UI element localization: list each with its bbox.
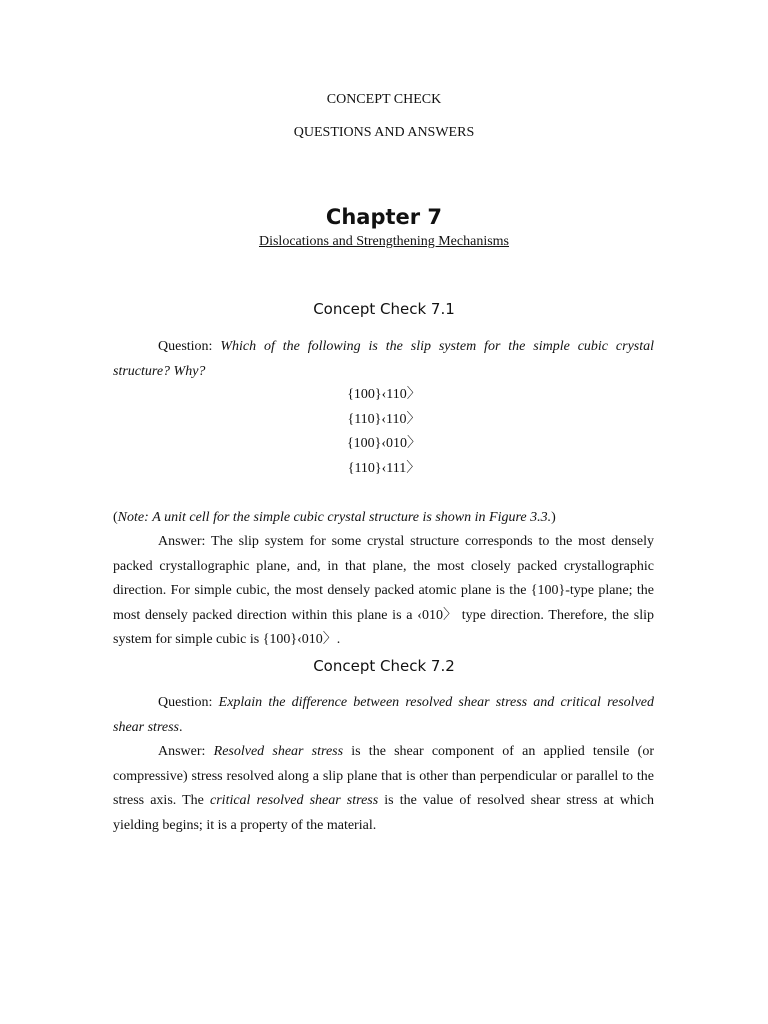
answer-7-1 (113, 530, 654, 653)
answer-part-2: is the value of resolved shear stress at which yielding begins; it is a property of the material. (113, 793, 654, 833)
chapter-heading: Chapter 7 (325, 205, 443, 229)
slip-option-1: {100}‹110〉 (347, 387, 421, 402)
chapter-subtitle: Dislocations and Strengthening Mechanisms (258, 234, 510, 249)
header-line-concept-check: CONCEPT CHECK (326, 92, 442, 107)
question-label: Question: (158, 339, 213, 354)
slip-option-4: {110}‹111〉 (347, 461, 421, 476)
note-label: Note: (117, 510, 149, 525)
section-title-7-2: Concept Check 7.2 (313, 657, 455, 675)
question-text: Which of the following is the slip system for the simple cubic crystal structure? Why? (113, 339, 655, 379)
note-close-paren: ) (551, 510, 556, 525)
question-label: Question: (158, 695, 213, 710)
header-line-questions-answers: QUESTIONS AND ANSWERS (293, 125, 475, 140)
question-text: Explain the difference between resolved shear stress and critical resolved shear stress (113, 695, 654, 735)
answer-text: The slip system for some crystal structure corresponds to the most densely packed crystallographic plane, and, in that plane, the most closely packed crystallographic direction. For simple cubic, the most densely packed atomic plane is the {100}-type plane; the most densely packed direction within this plane is a ‹010〉 type direction. Therefore, the slip system for simple cubic is {100}‹010〉. (113, 534, 654, 647)
note-open-paren: ( (113, 510, 118, 525)
answer-term-resolved: Resolved shear stress (213, 744, 344, 759)
note-text: A unit cell for the simple cubic crystal structure is shown in Figure 3.3. (152, 510, 552, 525)
note-7-1 (113, 506, 654, 531)
answer-label: Answer: (158, 534, 206, 549)
slip-option-3: {100}‹010〉 (346, 436, 422, 451)
answer-term-critical: critical resolved shear stress (210, 793, 379, 808)
question-end: . (179, 719, 183, 735)
answer-part-1: is the shear component of an applied tensile (or compressive) stress resolved along a slip plane that is other than perpendicular or parallel to the stress axis. The (113, 744, 654, 808)
slip-option-2: {110}‹110〉 (347, 412, 421, 427)
section-title-7-1: Concept Check 7.1 (313, 300, 455, 318)
question-7-2 (113, 691, 654, 740)
answer-7-2 (113, 740, 654, 838)
question-7-1 (113, 335, 654, 384)
answer-label: Answer: (158, 744, 206, 759)
